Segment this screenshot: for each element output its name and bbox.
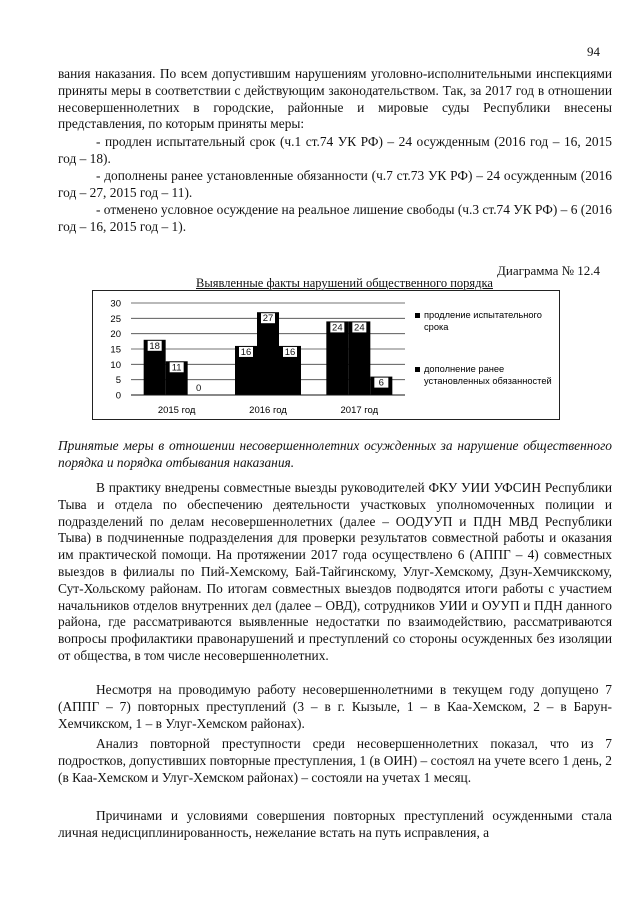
paragraph-4: - отменено условное осуждение на реальное лишение свободы (ч.3 ст.74 УК РФ) – 6 (2016 год – 16, 2015 год – 1). bbox=[58, 202, 612, 234]
paragraph-5: В практику внедрены совместные выезды руководителей ФКУ УИИ УФСИН Республики Тыва и отдела по обеспечению деятельности участковых уполномоченных полиции и подразделений по делам несовершеннолетних (далее – ООДУУП и ПДН МВД Республики Тыва) в подчиненные подразделения для проверки результатов совместной работы и оказания им практической помощи. На протяжении 2017 года осуществлено 6 (АППГ – 4) совместных выездов в филиалы по Пий-Хемскому, Бай-Тайгинскому, Улуг-Хемскому, Дзун-Хемчикскому, Сут-Хольскому районам. По итогам совместных выездов подводятся итоги работы с участием начальников отделов внутренних дел (далее – ОВД), сотрудников УИИ и ОУУП и ПДН данного района, где рассматриваются выявленные недостатки по взаимодействию, рассматриваются вопросы профилактики правонарушений и преступлений со стороны осужденных без изоляции от общества, в том числе несовершеннолетних. bbox=[58, 480, 612, 663]
data-label: 24 bbox=[354, 322, 365, 334]
legend-swatch bbox=[415, 367, 420, 372]
data-label: 18 bbox=[149, 340, 160, 352]
legend-swatch bbox=[415, 313, 420, 318]
bar-chart bbox=[93, 291, 559, 419]
chart-title: Выявленные факты нарушений общественного порядка bbox=[196, 276, 493, 290]
page-number: 94 bbox=[587, 44, 600, 59]
diagram-label: Диаграмма № 12.4 bbox=[497, 263, 600, 278]
paragraph-1: вания наказания. По всем допустившим нарушениям уголовно-исполнительными инспекциями приняты меры в соответствии с действующим законодательством. Так, за 2017 год в отношении несовершеннолетних в городские, районные и мировые суды Республики внесены представления, по которым приняты меры: bbox=[58, 66, 612, 132]
paragraph-6: Несмотря на проводимую работу несовершеннолетними в текущем году допущено 7 (АППГ – 7) повторных преступлений (3 – в г. Кызыле, 1 – в Каа-Хемском, 2 – в Барун-Хемчикском, 1 – в Улуг-Хемском районах). bbox=[58, 682, 612, 731]
y-tick-label: 10 bbox=[110, 359, 121, 371]
y-tick-label: 25 bbox=[110, 313, 121, 325]
data-label: 24 bbox=[332, 322, 343, 334]
data-label: 27 bbox=[262, 313, 274, 325]
data-label: 6 bbox=[378, 377, 384, 389]
y-tick-label: 15 bbox=[110, 344, 121, 356]
bar bbox=[257, 312, 279, 395]
legend-entry: дополнение ранее установленных обязанностей bbox=[424, 364, 552, 386]
legend-entry: продление испытательного срока bbox=[424, 310, 542, 332]
y-tick-label: 30 bbox=[110, 298, 121, 310]
paragraph-2: - продлен испытательный срок (ч.1 ст.74 УК РФ) – 24 осужденным (2016 год – 16, 2015 год – 18). bbox=[58, 134, 612, 166]
data-label: 16 bbox=[284, 346, 296, 358]
y-tick-label: 5 bbox=[115, 375, 121, 387]
data-label: 16 bbox=[240, 346, 252, 358]
chart-caption: Принятые меры в отношении несовершеннолетних осужденных за нарушение общественного порядка и порядка отбывания наказания. bbox=[58, 438, 612, 470]
data-label: 0 bbox=[196, 383, 202, 394]
y-tick-label: 20 bbox=[110, 329, 121, 341]
paragraph-8: Причинами и условиями совершения повторных преступлений осужденными стала личная недисциплинированность, нежелание встать на путь исправления, а bbox=[58, 808, 612, 840]
chart-frame bbox=[92, 290, 560, 420]
paragraph-3: - дополнены ранее установленные обязанности (ч.7 ст.73 УК РФ) – 24 осужденным (2016 год – 27, 2015 год – 11). bbox=[58, 168, 612, 200]
x-tick-label: 2017 год bbox=[340, 405, 379, 416]
x-tick-label: 2016 год bbox=[249, 405, 287, 416]
data-label: 11 bbox=[171, 362, 182, 374]
paragraph-7: Анализ повторной преступности среди несовершеннолетних показал, что из 7 подростков, допустивших повторные преступления, 1 (в ОИН) – состоял на учете всего 1 день, 2 (в Каа-Хемском и Улуг-Хемском районах) – состояли на учетах 1 месяц. bbox=[58, 736, 612, 785]
y-tick-label: 0 bbox=[115, 390, 121, 402]
x-tick-label: 2015 год bbox=[157, 405, 196, 416]
